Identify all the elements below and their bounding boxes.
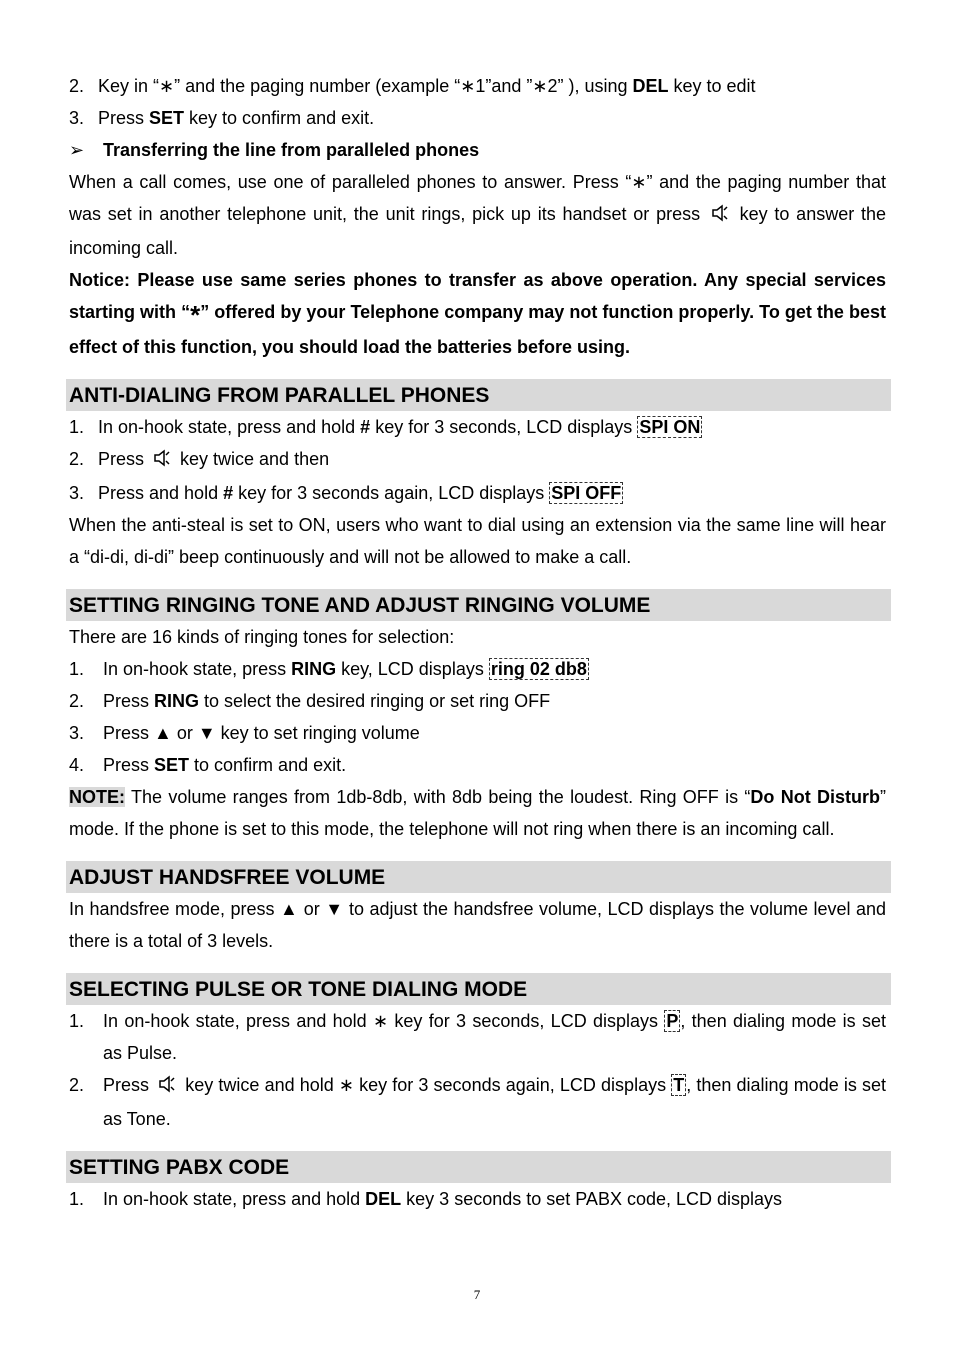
lcd-display-text: SPI OFF (551, 483, 622, 503)
section-heading-anti-dialing: ANTI-DIALING FROM PARALLEL PHONES (66, 379, 891, 411)
list-item: 3. Press and hold # key for 3 seconds again, LCD displays SPI OFF (69, 483, 622, 503)
list-item: 2. Press key twice and then (69, 443, 886, 477)
lcd-display-text: P (666, 1011, 679, 1031)
subsection-title: Transferring the line from paralleled phones (103, 140, 480, 160)
list-number: 2. (69, 76, 85, 96)
list-item: 1. In on-hook state, press RING key, LCD displays ring 02 db8 (69, 659, 587, 679)
list-item: 2. Press RING to select the desired ringing or set ring OFF (69, 691, 551, 711)
list-text: Key in “∗” and the paging number (example “∗1”and ”∗2” ), using DEL key to edit (98, 76, 756, 96)
list-item (69, 70, 886, 102)
list-item: 4. Press SET to confirm and exit. (69, 755, 347, 775)
list-item: 1. In on-hook state, press and hold # key for 3 seconds, LCD displays SPI ON (69, 417, 701, 437)
section-heading-dialing-mode: SELECTING PULSE OR TONE DIALING MODE (66, 973, 891, 1005)
lcd-display-text: ring 02 db8 (490, 659, 587, 679)
list-item: 1. In on-hook state, press and hold ∗ key for 3 seconds, LCD displays P , then dialing mode is set as Pulse. (69, 1011, 886, 1063)
notice-paragraph: Notice: Please use same series phones to transfer as above operation. Any special services starting with “*” offered by your Telephone company may not function properly. To get the best effect of this function, you should load the batteries before using. (69, 270, 886, 357)
section-heading-pabx: SETTING PABX CODE (66, 1151, 891, 1183)
document-page (69, 70, 886, 1215)
paragraph: There are 16 kinds of ringing tones for selection: (69, 627, 455, 647)
note-paragraph: NOTE: The volume ranges from 1db-8db, with 8db being the loudest. Ring OFF is “Do Not Disturb” mode. If the phone is set to this mode, the telephone will not ring when there is an incoming call. (69, 787, 887, 839)
list-item: 1. In on-hook state, press and hold DEL key 3 seconds to set PABX code, LCD displays (69, 1189, 783, 1209)
subsection-heading (69, 134, 886, 166)
speaker-icon (158, 1071, 176, 1103)
paragraph: When the anti-steal is set to ON, users who want to dial using an extension via the same line will hear a “di-di, di-di” beep continuously and will not be allowed to make a call. (69, 515, 886, 567)
arrow-bullet-icon: ➢ (69, 140, 85, 160)
page-number: 7 (473, 1287, 481, 1302)
list-text: Press SET key to confirm and exit. (98, 108, 375, 128)
lcd-display-text: SPI ON (639, 417, 701, 437)
speaker-icon (711, 200, 729, 232)
list-item: 3. Press ▲ or ▼ key to set ringing volume (69, 723, 420, 743)
list-item (69, 102, 886, 134)
section-heading-ringing: SETTING RINGING TONE AND ADJUST RINGING VOLUME (66, 589, 891, 621)
paragraph: When a call comes, use one of paralleled phones to answer. Press “∗” and the paging number that was set in another telephone unit, the unit rings, pick up its handset or press key to answer the incoming call. (69, 172, 886, 258)
section-heading-handsfree: ADJUST HANDSFREE VOLUME (66, 861, 891, 893)
list-number: 3. (69, 108, 85, 128)
lcd-display-text: T (673, 1075, 685, 1095)
paragraph: In handsfree mode, press ▲ or ▼ to adjust the handsfree volume, LCD displays the volume level and there is a total of 3 levels. (69, 899, 886, 951)
speaker-icon (153, 445, 171, 477)
list-item: 2. Press key twice and hold ∗ key for 3 seconds again, LCD displays T , then dialing mode is set as Tone. (69, 1069, 886, 1135)
